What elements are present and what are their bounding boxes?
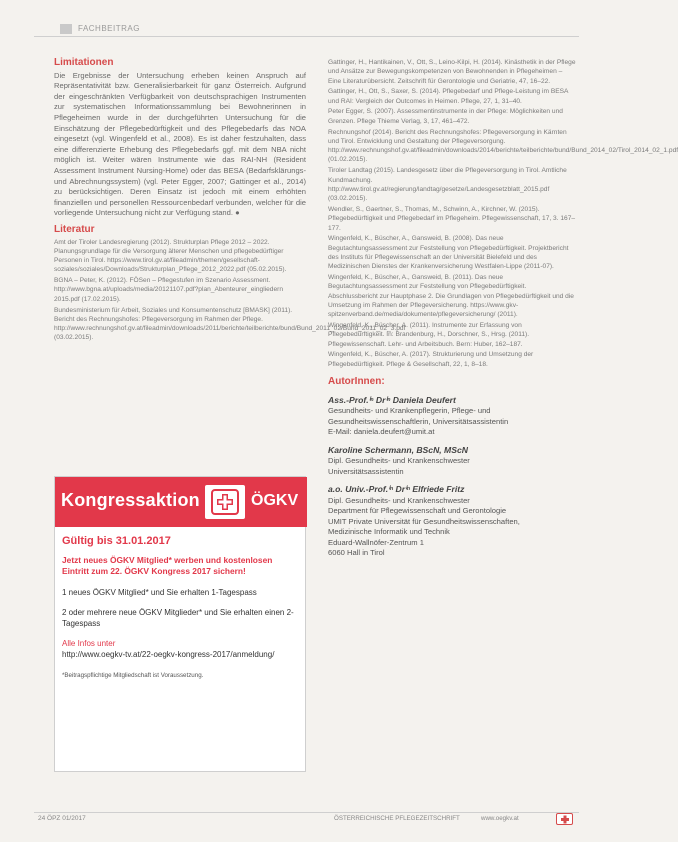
page-footer [34,812,579,828]
author-name: Ass.-Prof.ⁱⁿ Drⁱⁿ Daniela Deufert [328,394,456,405]
footer-divider [34,812,579,813]
oegkv-logo-icon [205,485,245,519]
journal-name: ÖSTERREICHISCHE PFLEGEZEITSCHRIFT [334,815,460,822]
promo-valid-date: Gültig bis 31.01.2017 [62,535,171,547]
left-column [54,57,406,344]
author-detail: 6060 Hall in Tirol [328,548,385,558]
reference-item: Gattinger, H., Ott, S., Saxer, S. (2014). Pflegebedarf und Pflege-Leistung im BESA und RAI: Vergleich der Outcomes in Heimen. Pflege, 27, 1, 31–40. [328,88,569,105]
reference-item: Wingenfeld, K., Büscher, A., Gansweid, B. (2008). Das neue Begutachtungsassessment zur Feststellung von Pflegebedürftigkeit. Projektbericht des Instituts für Pflegewissenschaft an der Universität Bielefeld und des Medizinischen Dienstes der Krankenversicherung Westfalen-Lippe (2011-07). [328,235,569,271]
reference-item: Wendler, S., Gaertner, S., Thomas, M., Schwinn, A., Kirchner, W. (2015). Pflegebedürftigkeit und Pflegebedarf im Pflegeheim. Pflegewissenschaft, 17, 3. 167–177. [328,205,576,232]
reference-list-left [54,238,406,343]
page-number: 24 ÖPZ 01/2017 [38,815,86,822]
author-detail: Dipl. Gesundheits- und Krankenschwester [328,456,470,466]
reference-item: Tiroler Landtag (2015). Landesgesetz über die Pflegeversorgung in Tirol. Amtliche Kundmachung. http://www.tirol.gv.at/regierung/landtag/gesetze/Landesgesetzblatt_2015.pdf (03.02.2015). [328,167,567,203]
promo-offer-one: 1 neues ÖGKV Mitglied* und Sie erhalten 1-Tagespass [62,588,257,597]
promo-registration-link[interactable]: http://www.oegkv-tv.at/22-oegkv-kongress-2017/anmeldung/ [62,650,275,659]
section-label: FACHBEITRAG [78,24,140,33]
authors-section [328,377,576,559]
reference-item: Wingenfeld, K., Büscher, A., Gansweid, B. (2011). Das neue Begutachtungsassessment zur Feststellung von Pflegebedürftigkeit. Abschlussbericht zur Hauptphase 2. Die Grundlagen von Pflegebedürftigkeit und die Umsetzung im Rahmen der Pflegeversicherung. https://www.gkv-spitzenverband.de/media/dokumente/pflegeversicherung/ (2011). [328,274,574,319]
reference-item: Peter Egger, S. (2007). Assessmentinstrumente in der Pflege: Möglichkeiten und Grenzen. Pflege Thieme Verlag, 3, 17, 461–472. [328,108,563,125]
reference-list-right [328,58,678,369]
reference-item: Rechnungshof (2014). Bericht des Rechnungshofes: Pflegeversorgung in Kärnten und Tirol. Entwicklung und Gestaltung der Pflegeversorgung. http://www.rechnungshof.gv.at/fileadmin/downloads/2014/berichte/teilberichte/bund/Bund_2014_02/Tirol_2014_02_1.pdf (01.02.2015). [328,128,678,164]
authors-heading: AutorInnen: [328,376,385,387]
promo-footnote: *Beitragspflichtige Mitgliedschaft ist Voraussetzung. [62,672,204,679]
promo-offer-two: 2 oder mehrere neue ÖGKV Mitglieder* und Sie erhalten einen 2-Tagespass [62,608,294,628]
right-column [328,58,678,559]
promo-header [55,477,307,527]
page-header [34,22,579,36]
reference-item: Wingenfeld, K., Büscher, A. (2011). Instrumente zur Erfassung von Pflegebedürftigkeit. In: Brandenburg, H., Dorschner, S., Hrsg. (2011). Pflegewissenschaft. Lehr- und Arbeitsbuch. Bern: Huber, 162–187. [328,322,530,348]
author-detail: Eduard-Wallnöfer-Zentrum 1 [328,537,424,547]
header-divider [34,36,579,37]
author-name: a.o. Univ.-Prof.ⁱⁿ Drⁱⁿ Elfriede Fritz [328,484,465,495]
author-detail: UMIT Private Universität für Gesundheitswissenschaften, [328,516,520,526]
limitations-heading: Limitationen [54,57,114,68]
author-name: Karoline Schermann, BScN, MScN [328,444,468,455]
promo-body [61,535,301,679]
author-detail: Department für Pflegewissenschaft und Gerontologie [328,506,507,516]
reference-item: BGNA – Peter, K. (2012). FÖSen – Pflegestufen im Szenario Assessment. http://www.bgna.at/uploads/media/20121107.pdf?plan_Abenteurer_eingliedern 2015.pdf (17.02.2015). [54,277,283,303]
author-detail: Gesundheits- und Krankenpflegerin, Pflege- und [328,406,491,416]
reference-item: Bundesministerium für Arbeit, Soziales und Konsumentenschutz [BMASK] (2011). Bericht des Rechnungshofes: Pflegeversorgung im Rahmen der Pflege. http://www.rechnungshof.gv.at/fileadmin/downloads/2011/berichte/teilberichte/bund/Bund_2011_02/Bund_2011_02_3.pdf (03.02.2015). [54,306,406,342]
oegkv-footer-logo-icon [556,813,573,825]
reference-item: Wingenfeld, K., Büscher, A. (2017). Strukturierung und Umsetzung der Pflegebedürftigkeit. Pflege & Gesellschaft, 22, 1, 8–18. [328,351,534,368]
literature-heading: Literatur [54,223,95,235]
promo-title: Kongressaktion [61,490,200,510]
promo-info-label: Alle Infos unter [62,639,116,648]
header-marker [60,24,72,34]
reference-item: Gattinger, H., Hantikainen, V., Ott, S., Leino-Kilpi, H. (2014). Kinästhetik in der Pflege und Ansätze zur Bewegungskompetenzen von Bewohnenden in Pflegeheimen – Eine Literaturübersicht. Zeitschrift für Gerontologie und Geriatrie, 47, 16–22. [328,59,576,85]
author-email[interactable]: E-Mail: daniela.deufert@umit.at [328,427,435,437]
footer-url[interactable]: www.oegkv.at [481,815,519,822]
limitations-text: Die Ergebnisse der Untersuchung erheben keinen Anspruch auf Repräsentativität bzw. Generalisierbarkeit für ganz Österreich. Aufgrund der eingeschränkten Verfügbarkeit von deutschsprachigen Instrumenten zur systematischen Informationssammlung bei Bewohnerinnen in Pflegeheimen wurde in der durchgeführten Untersuchung für die Einschätzung der Pflegebedürftigkeit und des Pflegebedarfs das NOA eingesetzt (vgl. Wingenfeld et al., 2008). Es ist daher festzuhalten, dass eine differenzierte Erhebung des Pflegebedarfs ggf. mit dem NBA nicht möglich ist. Weiter wären Instrumente wie das RAI-NH (Resident Assessment Instrument Nursing-Home) oder das BESA (Bedarfsklärungs- und Abrechnungssystem) (vgl. Peter Egger, 2007; Gattinger et al., 2014) zu berücksichtigen. Deren Einsatz ist jedoch mit einem erhöhten finanziellen und personellen Ressourcenbedarf verbunden, welcher für die vorliegende Untersuchung nicht zur Verfügung stand. ● [54,70,306,218]
reference-item: Amt der Tiroler Landesregierung (2012). Strukturplan Pflege 2012 – 2022. Planungsgrundlage für die Versorgung älterer Menschen und pflegebedürftiger Personen in Tirol. https://www.tirol.gv.at/fileadmin/themen/gesellschaft-soziales/soziales/Downloads/Strukturplan_Pflege_2012_2022.pdf (05.02.2015). [54,238,287,274]
author-detail: Dipl. Gesundheits- und Krankenschwester [328,495,470,505]
promo-brand: ÖGKV [251,492,299,509]
author-detail: Medizinische Informatik und Technik [328,527,450,537]
congress-promo-box [54,476,306,772]
author-detail: Universitätsassistentin [328,466,404,476]
promo-headline: Jetzt neues ÖGKV Mitglied* werben und kostenlosen Eintritt zum 22. ÖGKV Kongress 2017 sichern! [62,555,273,576]
author-detail: Gesundheitswissenschaftlerin, Universitätsassistentin [328,416,509,426]
